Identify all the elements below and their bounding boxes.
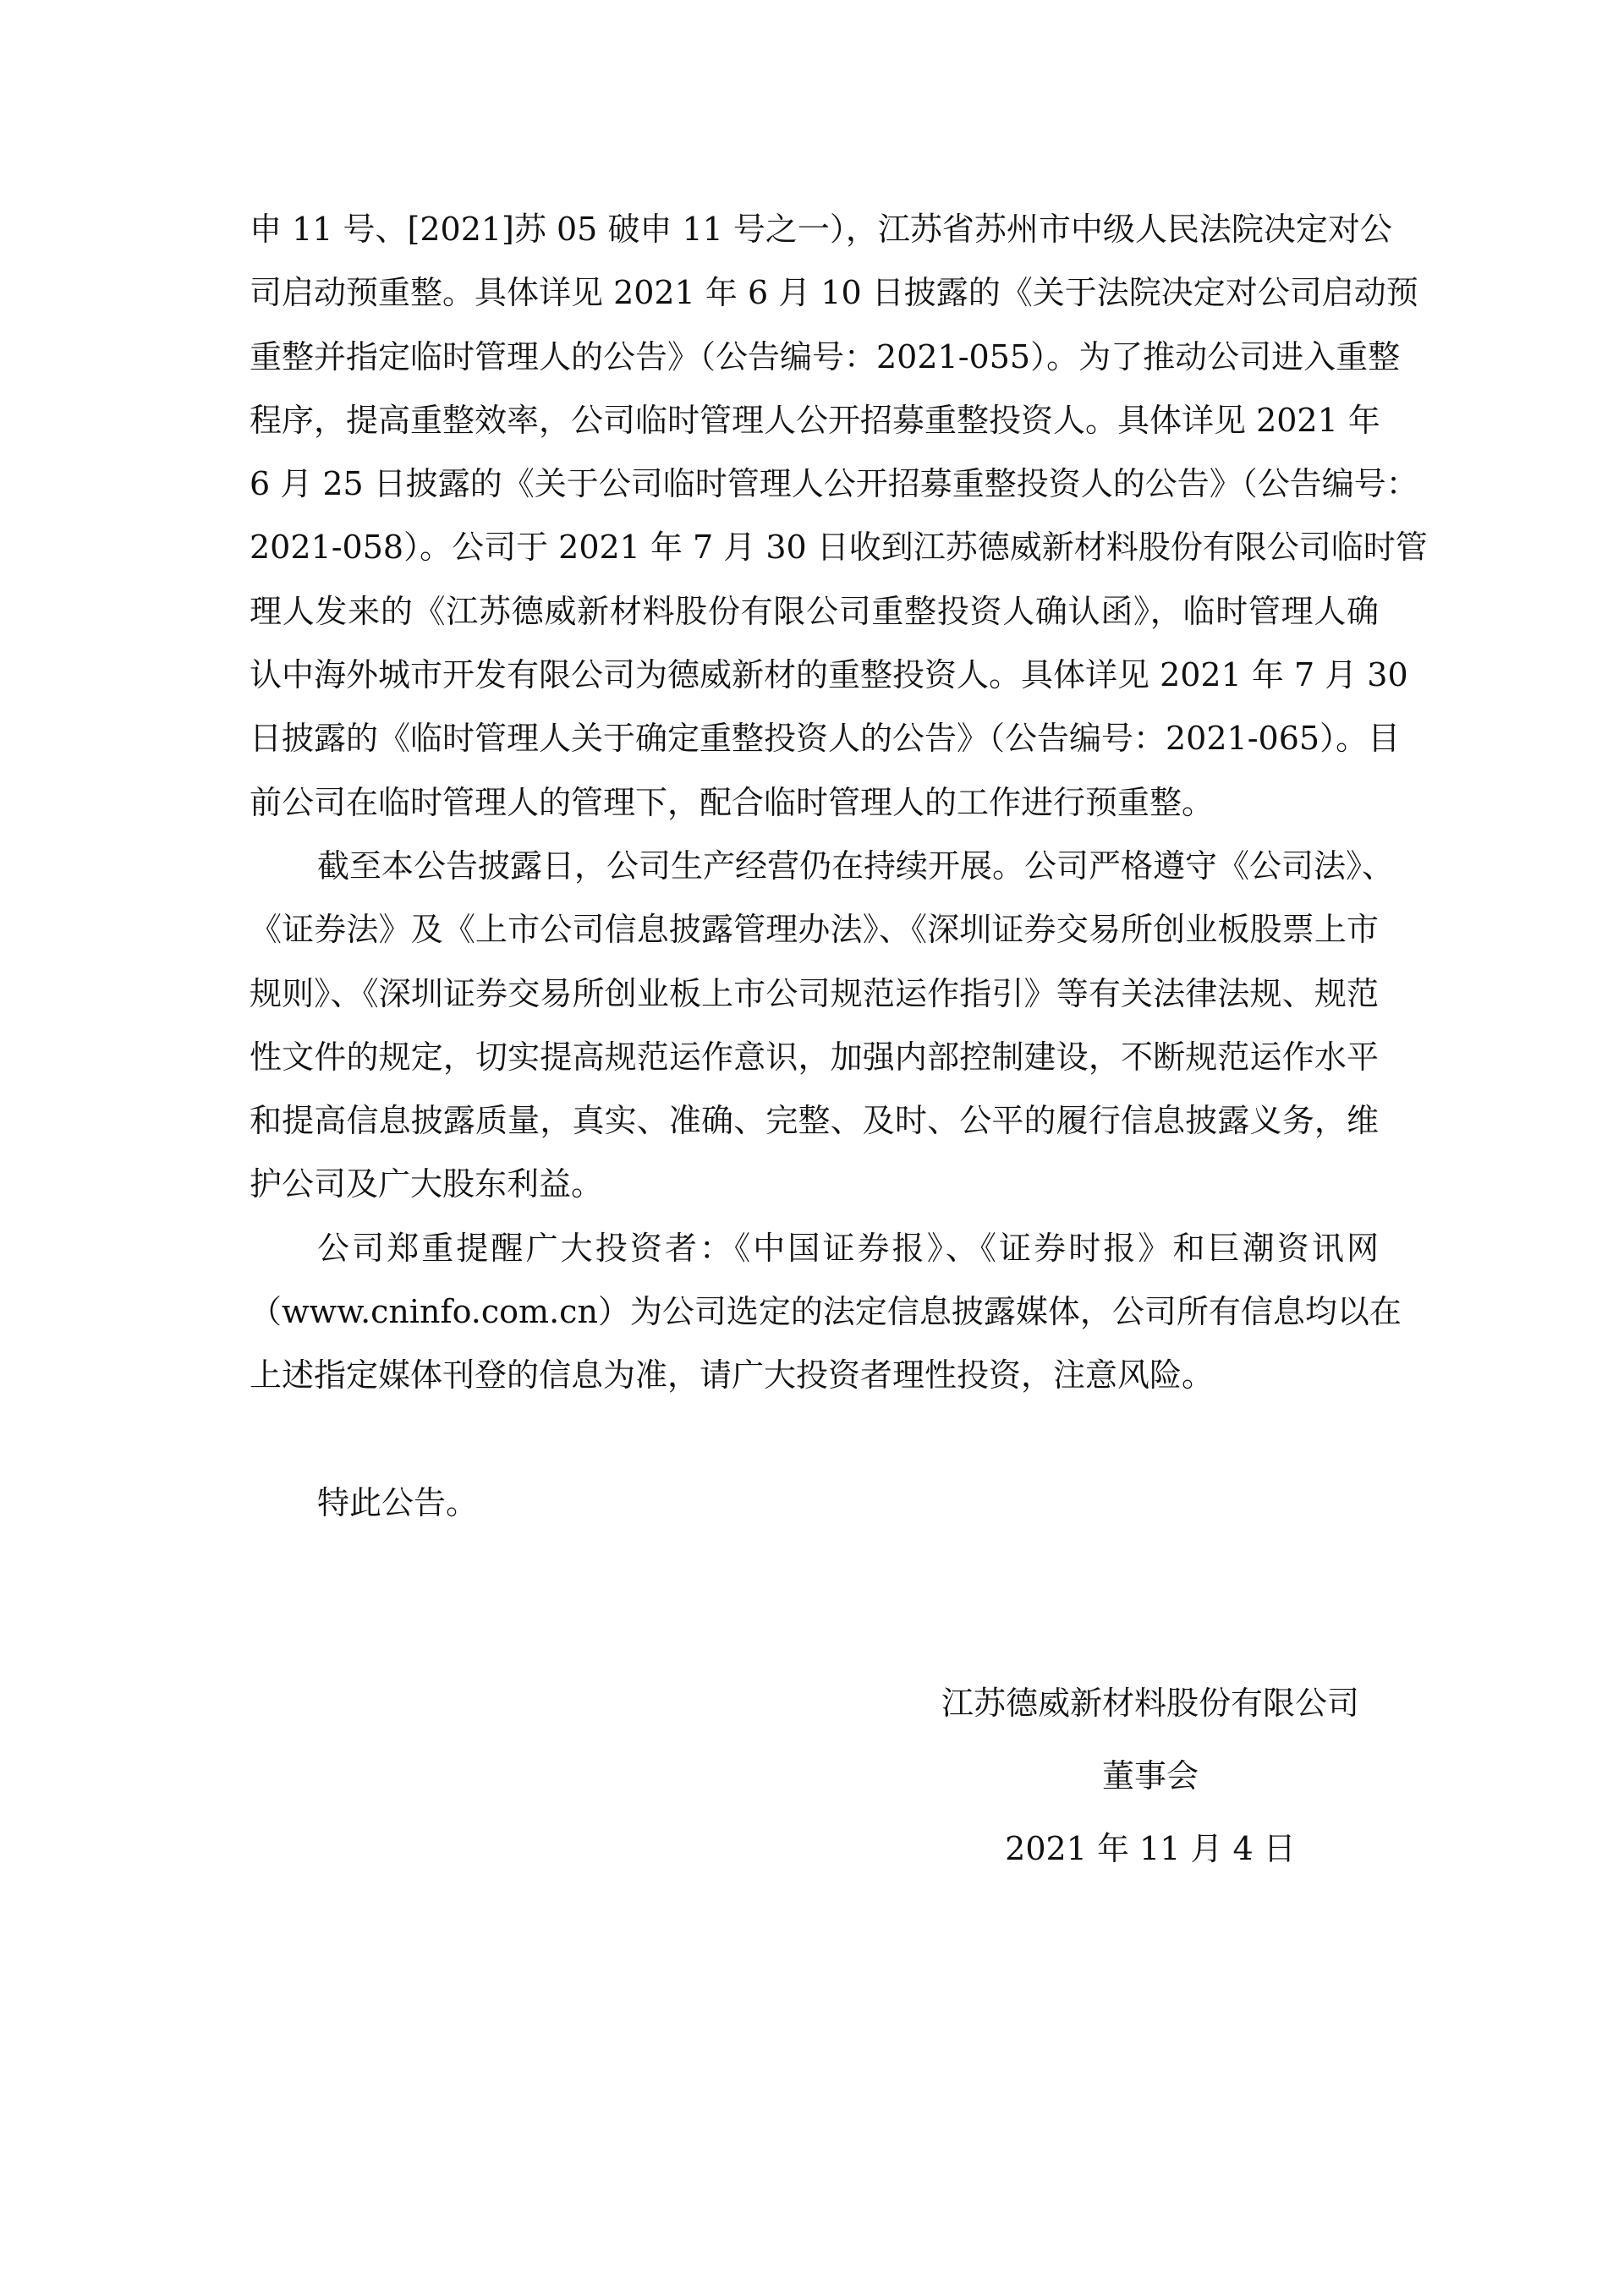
body-line: 程序，提高重整效率，公司临时管理人公开招募重整投资人。具体详见 2021 年 xyxy=(250,401,1380,439)
body-line: 认中海外城市开发有限公司为德威新材的重整投资人。具体详见 2021 年 7 月 30 xyxy=(250,656,1408,694)
body-line: 2021-058）。公司于 2021 年 7 月 30 日收到江苏德威新材料股份有限公司临时管 xyxy=(250,529,1428,567)
signature-date: 2021 年 11 月 4 日 xyxy=(1005,1830,1296,1867)
paragraph-2-line: 和提高信息披露质量，真实、准确、完整、及时、公平的履行信息披露义务，维 xyxy=(250,1102,1379,1140)
paragraph-2-line: 性文件的规定，切实提高规范运作意识，加强内部控制建设，不断规范运作水平 xyxy=(250,1038,1379,1076)
body-line: 重整并指定临时管理人的公告》（公告编号：2021-055）。为了推动公司进入重整 xyxy=(250,337,1401,375)
body-line: 日披露的《临时管理人关于确定重整投资人的公告》（公告编号：2021-065）。目 xyxy=(250,720,1401,758)
signature-company: 江苏德威新材料股份有限公司 xyxy=(941,1685,1359,1722)
paragraph-2-line: 《证券法》及《上市公司信息披露管理办法》、《深圳证券交易所创业板股票上市 xyxy=(250,911,1379,949)
signature-board: 董事会 xyxy=(1101,1757,1199,1795)
signature-block xyxy=(914,1671,1387,1889)
paragraph-3-line: 公司郑重提醒广大投资者：《中国证券报》、《证券时报》和巨潮资讯网 xyxy=(317,1229,1379,1267)
paragraph-2-line: 护公司及广大股东利益。 xyxy=(250,1165,604,1203)
closing-statement: 特此公告。 xyxy=(317,1484,479,1521)
paragraph-2-line: 截至本公告披露日，公司生产经营仍在持续开展。公司严格遵守《公司法》、 xyxy=(317,847,1395,885)
paragraph-3-line: 上述指定媒体刊登的信息为准，请广大投资者理性投资，注意风险。 xyxy=(250,1356,1215,1395)
document-body xyxy=(250,198,1428,1408)
paragraph-2-line: 规则》、《深圳证券交易所创业板上市公司规范运作指引》等有关法律法规、规范 xyxy=(250,974,1379,1012)
body-line: 申 11 号、[2021]苏 05 破申 11 号之一），江苏省苏州市中级人民法院决定对公 xyxy=(250,211,1392,248)
paragraph-3-line: （www.cninfo.com.cn）为公司选定的法定信息披露媒体，公司所有信息均以在 xyxy=(250,1293,1402,1331)
body-line: 理人发来的《江苏德威新材料股份有限公司重整投资人确认函》，临时管理人确 xyxy=(250,592,1379,630)
body-line: 6 月 25 日披露的《关于公司临时管理人公开招募重整投资人的公告》（公告编号： xyxy=(250,465,1418,503)
body-line: 前公司在临时管理人的管理下，配合临时管理人的工作进行预重整。 xyxy=(250,783,1215,821)
body-line: 司启动预重整。具体详见 2021 年 6 月 10 日披露的《关于法院决定对公司启动预 xyxy=(250,274,1418,312)
